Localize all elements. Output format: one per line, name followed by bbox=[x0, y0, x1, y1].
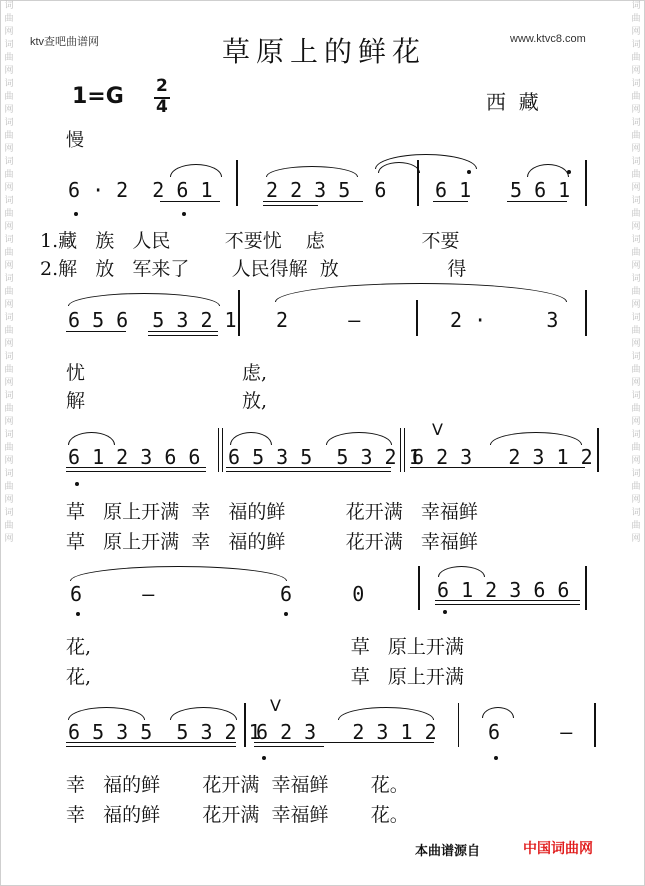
beam bbox=[66, 471, 206, 472]
beam bbox=[226, 467, 391, 468]
low-octave-dot bbox=[494, 756, 498, 760]
barline bbox=[236, 160, 238, 206]
time-signature-top: 2 bbox=[156, 76, 168, 96]
barline bbox=[404, 428, 405, 472]
lyric-verse-1: 1.藏 族 人民 不要忧 虑 不要 bbox=[40, 230, 460, 252]
source-site-link[interactable]: 中国词曲网 bbox=[523, 841, 593, 857]
barline bbox=[238, 290, 240, 336]
source-label: 本曲谱源自 bbox=[415, 844, 481, 859]
measure-3b-notes: 5 6 1 bbox=[510, 178, 571, 202]
barline bbox=[400, 428, 401, 472]
lyric-verse-1: 忧 虑, bbox=[66, 362, 268, 384]
beam bbox=[507, 201, 567, 202]
measure-6-notes: 2 · 3 bbox=[450, 308, 559, 332]
site-watermark-right: www.ktvc8.com bbox=[510, 33, 586, 45]
barline bbox=[244, 703, 246, 747]
low-octave-dot bbox=[182, 212, 186, 216]
beam bbox=[263, 205, 318, 206]
tempo-marking: 慢 bbox=[66, 130, 84, 151]
low-octave-dot bbox=[75, 482, 79, 486]
measure-1-notes: 6 · 2 2 6 1 bbox=[68, 178, 213, 202]
lyric-verse-2: 花, 草 原上开满 bbox=[66, 666, 464, 688]
lyric-verse-2: 2.解 放 军来了 人民得解 放 得 bbox=[40, 258, 467, 280]
beam bbox=[263, 201, 363, 202]
beam bbox=[66, 331, 126, 332]
lyric-verse-2: 草 原上开满 幸 福的鲜 花开满 幸福鲜 bbox=[66, 531, 478, 553]
barline bbox=[418, 566, 420, 610]
lyric-verse-2: 解 放, bbox=[66, 390, 268, 412]
beam bbox=[66, 746, 236, 747]
measure-2-notes: 2 2 3 5 6 bbox=[266, 178, 387, 202]
beam bbox=[160, 201, 220, 202]
barline bbox=[458, 703, 459, 747]
beam bbox=[148, 335, 218, 336]
measure-15-notes: 6 — bbox=[488, 720, 573, 744]
side-watermark-left: 词 曲 网 词 曲 网 词 曲 网 词 曲 网 词 曲 网 词 曲 网 词 曲 网 词 曲 网 词 曲 网 词 曲 网 词 曲 网 词 曲 网 词 曲 网 词 曲 网 bbox=[4, 1, 14, 544]
barline bbox=[585, 290, 587, 336]
low-octave-dot bbox=[443, 610, 447, 614]
lyric-verse-1: 幸 福的鲜 花开满 幸福鲜 花。 bbox=[66, 774, 409, 796]
low-octave-dot bbox=[284, 612, 288, 616]
barline bbox=[597, 428, 599, 472]
time-signature-bottom: 4 bbox=[156, 97, 168, 117]
barline bbox=[218, 428, 219, 472]
breath-mark: V bbox=[270, 696, 281, 715]
beam bbox=[254, 742, 434, 743]
song-title: 草原上的鲜花 bbox=[222, 35, 427, 68]
lyric-verse-1: 花, 草 原上开满 bbox=[66, 636, 464, 658]
measure-12-notes: 6 1 2 3 6 6 bbox=[437, 578, 570, 602]
measure-13-notes: 6 5 3 5 5 3 2 1 bbox=[68, 720, 261, 744]
beam bbox=[410, 467, 585, 468]
key-signature: 1=G bbox=[72, 84, 124, 109]
beam bbox=[435, 600, 580, 601]
measure-14-notes: 6 2 3 2 3 1 2 bbox=[256, 720, 437, 744]
measure-8-notes: 6 5 3 5 5 3 2 1 bbox=[228, 445, 421, 469]
barline bbox=[585, 160, 587, 206]
beam bbox=[66, 742, 236, 743]
breath-mark: V bbox=[432, 420, 443, 439]
beam bbox=[435, 604, 580, 605]
measure-7-notes: 6 1 2 3 6 6 bbox=[68, 445, 201, 469]
measure-9-notes: 6 2 3 2 3 1 2 bbox=[412, 445, 593, 469]
low-octave-dot bbox=[262, 756, 266, 760]
low-octave-dot bbox=[74, 212, 78, 216]
side-watermark-right: 词 曲 网 词 曲 网 词 曲 网 词 曲 网 词 曲 网 词 曲 网 词 曲 网 词 曲 网 词 曲 网 词 曲 网 词 曲 网 词 曲 网 词 曲 网 词 曲 网 bbox=[631, 1, 641, 544]
high-octave-dot bbox=[567, 170, 571, 174]
measure-5-notes: 2 — bbox=[276, 308, 361, 332]
origin-label: 西 藏 bbox=[486, 90, 539, 114]
beam bbox=[148, 331, 218, 332]
lyric-verse-2: 幸 福的鲜 花开满 幸福鲜 花。 bbox=[66, 804, 409, 826]
barline bbox=[594, 703, 596, 747]
beam bbox=[66, 467, 206, 468]
measure-4-notes: 6 5 6 5 3 2 1 bbox=[68, 308, 237, 332]
barline bbox=[585, 566, 587, 610]
barline bbox=[222, 428, 223, 472]
low-octave-dot bbox=[76, 612, 80, 616]
lyric-verse-1: 草 原上开满 幸 福的鲜 花开满 幸福鲜 bbox=[66, 501, 478, 523]
site-watermark-left: ktv查吧曲谱网 bbox=[30, 36, 100, 48]
beam bbox=[226, 471, 391, 472]
barline bbox=[416, 300, 418, 336]
measure-10-notes: 6 — bbox=[70, 582, 155, 606]
high-octave-dot bbox=[467, 170, 471, 174]
measure-11-notes: 6 0 bbox=[280, 582, 365, 606]
beam bbox=[254, 746, 324, 747]
beam bbox=[433, 201, 468, 202]
measure-3a-notes: 6 1 bbox=[435, 178, 472, 202]
